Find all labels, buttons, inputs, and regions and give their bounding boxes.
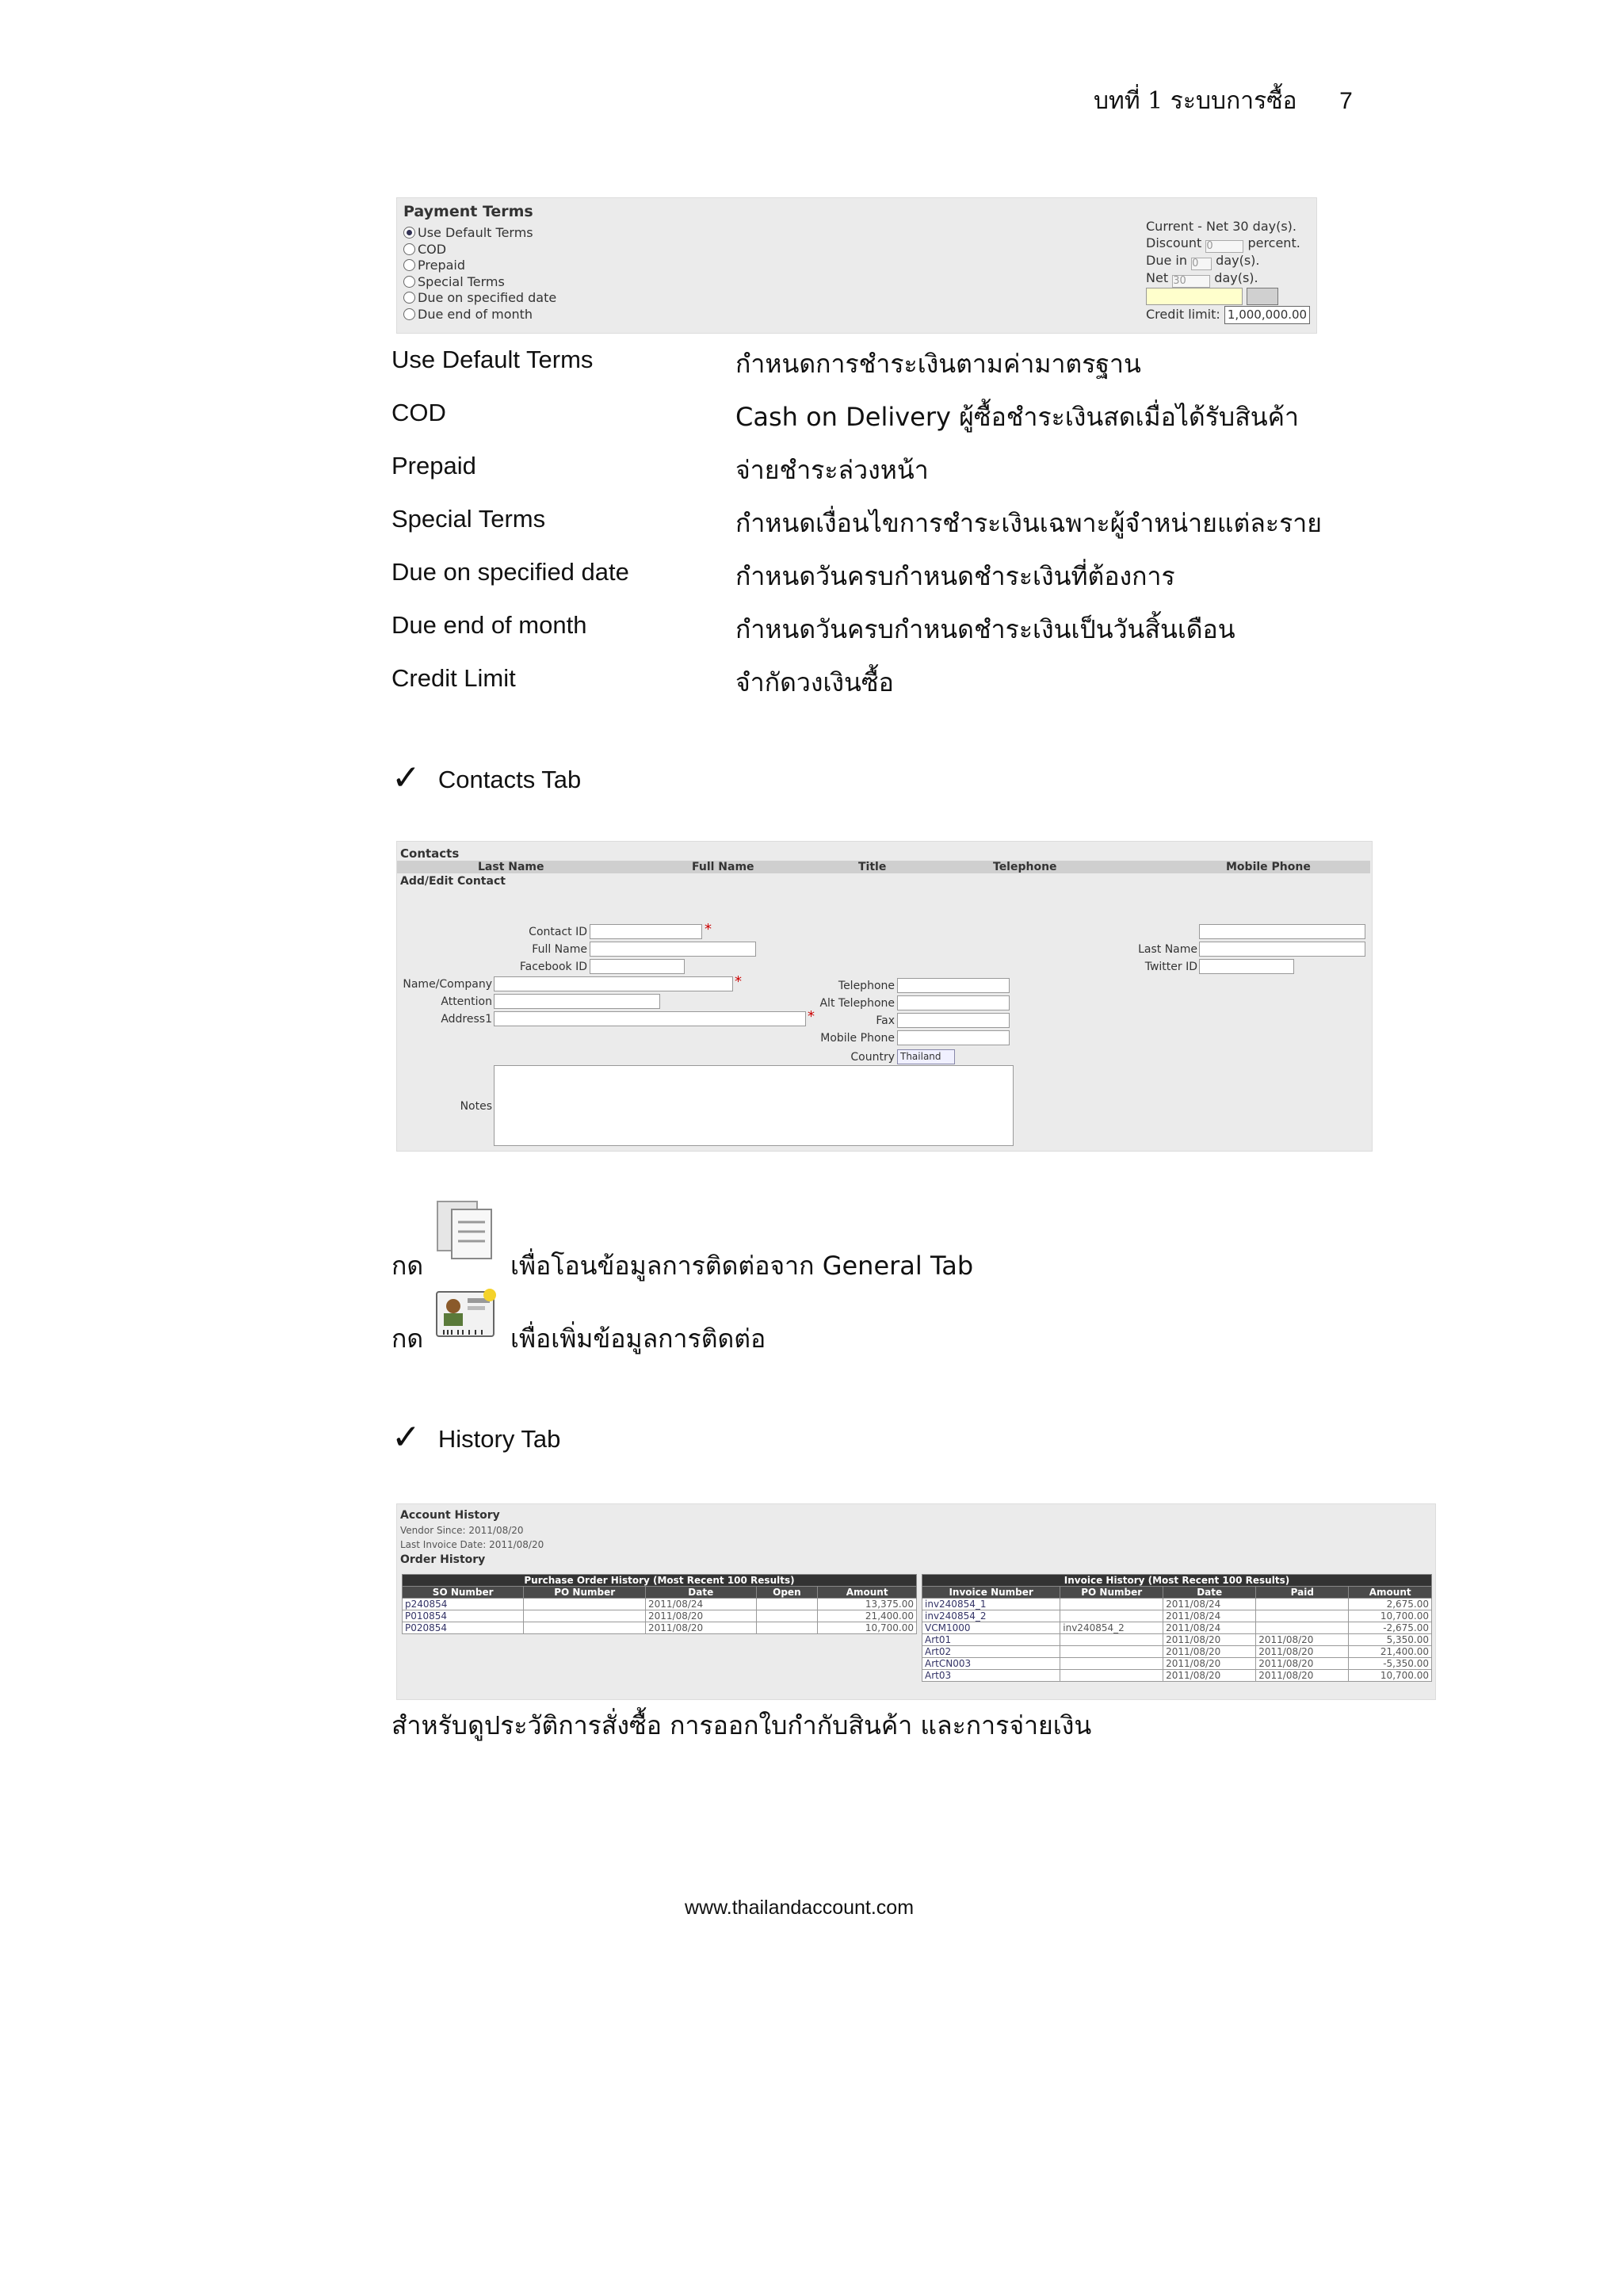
inv-col-header: Date [1163,1587,1256,1599]
contact-id-input[interactable] [590,924,702,939]
label-telephone: Telephone [838,980,895,992]
contacts-screenshot [396,841,1373,1152]
table-cell: 10,700.00 [1349,1610,1432,1622]
po-col-header: Date [646,1587,756,1599]
table-cell [756,1622,818,1634]
press-label: กด [391,1324,424,1354]
po-col-header: SO Number [403,1587,524,1599]
option-cod[interactable]: COD [403,242,556,258]
invoice-link[interactable]: Art02 [922,1646,1060,1658]
required-marker: * [735,973,742,990]
table-cell: 2011/08/20 [1256,1658,1349,1670]
attention-input[interactable] [494,994,660,1009]
table-cell [1060,1646,1163,1658]
term-credit: Credit Limit [391,664,516,692]
order-history-title: Order History [400,1553,486,1566]
po-col-header: Open [756,1587,818,1599]
table-cell: 2011/08/20 [646,1622,756,1634]
date-row [1146,288,1310,307]
add-instruction [391,1319,423,1359]
address1-input[interactable] [494,1011,806,1026]
name-company-input[interactable] [494,976,733,991]
payment-terms-detail [1146,219,1310,324]
table-row [922,1646,1432,1658]
facebook-id-input[interactable] [590,959,685,974]
payment-terms-title: Payment Terms [403,203,533,220]
po-caption: Purchase Order History (Most Recent 100 Results) [403,1575,917,1587]
footer-url: www.thailandaccount.com [685,1897,915,1919]
table-cell: 2011/08/24 [1163,1622,1256,1634]
label-address1: Address1 [441,1013,492,1026]
label-last-name: Last Name [1138,943,1197,956]
mobile-phone-input[interactable] [897,1030,1010,1045]
current-terms: Current - Net 30 day(s). [1146,219,1296,234]
table-row [403,1610,917,1622]
fax-input[interactable] [897,1013,1010,1028]
table-cell [1256,1599,1349,1610]
term-special: Special Terms [391,505,546,533]
option-due-specified-date[interactable]: Due on specified date [403,290,556,307]
table-row [922,1658,1432,1670]
option-due-end-of-month[interactable]: Due end of month [403,307,556,323]
inv-col-header: Paid [1256,1587,1349,1599]
option-default-terms[interactable]: Use Default Terms [403,225,556,242]
copy-description: เพื่อโอนข้อมูลการติดต่อจาก General Tab [510,1251,974,1281]
term-due-date: Due on specified date [391,558,629,586]
table-cell: 10,700.00 [818,1622,917,1634]
invoice-caption: Invoice History (Most Recent 100 Results) [922,1575,1432,1587]
table-row [922,1610,1432,1622]
col-last-name: Last Name [478,861,544,873]
date-input[interactable] [1146,288,1243,305]
term-cod: COD [391,399,446,426]
desc-special: กำหนดเงื่อนไขการชำระเงินเฉพาะผู้จำหน่ายแต่ละราย [735,508,1322,538]
invoice-link[interactable]: inv240854_2 [922,1610,1060,1622]
radio-icon [403,292,415,304]
checkmark-icon: ✓ [391,758,421,797]
net-input[interactable]: 30 [1172,275,1210,288]
table-cell: 2011/08/20 [1163,1658,1256,1670]
table-cell: 21,400.00 [818,1610,917,1622]
table-cell [756,1610,818,1622]
discount-row: Discount 0 percent. [1146,235,1300,252]
table-row [922,1599,1432,1610]
label-fax: Fax [876,1014,895,1027]
po-col-header: Amount [818,1587,917,1599]
radio-icon [403,243,415,255]
col-telephone: Telephone [993,861,1057,873]
press-label: กด [391,1251,424,1281]
label-full-name: Full Name [532,943,587,956]
credit-row: Credit limit: 1,000,000.00 [1146,306,1310,324]
telephone-input[interactable] [897,978,1010,993]
invoice-link[interactable]: VCM1000 [922,1622,1060,1634]
radio-selected-icon [403,227,415,239]
copy-contact-icon[interactable] [434,1197,502,1265]
table-cell: 2011/08/24 [1163,1599,1256,1610]
history-tab-heading: ✓ History Tab [391,1418,561,1457]
radio-icon [403,259,415,271]
col-full-name: Full Name [692,861,754,873]
desc-credit: จำกัดวงเงินซื้อ [735,667,894,697]
table-cell [1256,1622,1349,1634]
invoice-history-table [922,1574,1432,1682]
invoice-link[interactable]: inv240854_1 [922,1599,1060,1610]
term-default: Use Default Terms [391,346,594,373]
po-history-table [402,1574,917,1634]
full-name-input[interactable] [590,942,756,957]
label-name-company: Name/Company [403,978,492,991]
table-cell [1060,1610,1163,1622]
table-cell: 2,675.00 [1349,1599,1432,1610]
label-contact-id: Contact ID [529,926,587,938]
table-row [922,1634,1432,1646]
desc-cod: Cash on Delivery ผู้ซื้อชำระเงินสดเมื่อได้รับสินค้า [735,402,1300,432]
notes-textarea[interactable] [494,1065,1014,1146]
table-cell [1060,1658,1163,1670]
table-cell [524,1610,646,1622]
table-cell: 2011/08/20 [646,1610,756,1622]
last-invoice-date: Last Invoice Date: 2011/08/20 [400,1539,544,1550]
table-cell: 21,400.00 [1349,1646,1432,1658]
history-caption: สำหรับดูประวัติการสั่งซื้อ การออกใบกำกับสินค้า และการจ่ายเงิน [391,1710,1092,1740]
table-cell: 2011/08/20 [1163,1670,1256,1682]
radio-icon [403,308,415,320]
table-row [403,1622,917,1634]
invoice-link[interactable]: Art03 [922,1670,1060,1682]
table-cell: 2011/08/20 [1163,1646,1256,1658]
chapter-title: บทที่ 1 ระบบการซื้อ [1094,87,1297,115]
table-cell: inv240854_2 [1060,1622,1163,1634]
last-name-input[interactable] [1199,942,1365,957]
calendar-icon[interactable] [1247,288,1278,305]
payment-terms-options [403,225,556,323]
net-row: Net 30 day(s). [1146,269,1258,287]
invoice-link[interactable]: Art01 [922,1634,1060,1646]
table-cell [1256,1610,1349,1622]
table-cell [1060,1599,1163,1610]
contact-card-icon[interactable] [434,1287,499,1341]
contacts-title: Contacts [400,846,460,861]
term-end-month: Due end of month [391,611,587,639]
table-cell: 2011/08/20 [1256,1634,1349,1646]
inv-col-header: PO Number [1060,1587,1163,1599]
page-header [1094,82,1353,120]
option-special-terms[interactable]: Special Terms [403,274,556,291]
credit-limit-input[interactable]: 1,000,000.00 [1224,306,1310,324]
table-cell [1060,1634,1163,1646]
table-cell: -2,675.00 [1349,1622,1432,1634]
label-notes: Notes [460,1100,492,1113]
table-cell: 2011/08/24 [646,1599,756,1610]
desc-end-month: กำหนดวันครบกำหนดชำระเงินเป็นวันสิ้นเดือน [735,614,1235,644]
table-cell [524,1622,646,1634]
desc-default: กำหนดการชำระเงินตามค่ามาตรฐาน [735,349,1141,379]
col-mobile-phone: Mobile Phone [1226,861,1311,873]
page-number: 7 [1339,88,1353,114]
desc-due-date: กำหนดวันครบกำหนดชำระเงินที่ต้องการ [735,561,1175,591]
required-marker: * [705,921,712,938]
so-number-link[interactable]: p240854 [403,1599,524,1610]
po-col-header: PO Number [524,1587,646,1599]
add-edit-contact-title: Add/Edit Contact [400,875,506,888]
vendor-since: Vendor Since: 2011/08/20 [400,1525,524,1536]
label-attention: Attention [441,995,492,1008]
radio-icon [403,276,415,288]
twitter-id-input[interactable] [1199,959,1294,974]
due-row: Due in 0 day(s). [1146,252,1260,269]
label-facebook-id: Facebook ID [519,961,587,973]
so-number-link[interactable]: P020854 [403,1622,524,1634]
add-description: เพื่อเพิ่มข้อมูลการติดต่อ [510,1324,766,1354]
title-input[interactable] [1199,924,1365,939]
table-cell: 2011/08/20 [1256,1670,1349,1682]
country-select[interactable]: Thailand [897,1049,955,1064]
table-cell [524,1599,646,1610]
table-cell: 10,700.00 [1349,1670,1432,1682]
copy-instruction [391,1246,423,1286]
inv-col-header: Invoice Number [922,1587,1060,1599]
invoice-link[interactable]: ArtCN003 [922,1658,1060,1670]
account-history-title: Account History [400,1509,500,1522]
due-input[interactable]: 0 [1191,258,1212,270]
inv-col-header: Amount [1349,1587,1432,1599]
option-prepaid[interactable]: Prepaid [403,258,556,274]
table-cell: 13,375.00 [818,1599,917,1610]
contacts-tab-heading: ✓ Contacts Tab [391,758,582,797]
alt-telephone-input[interactable] [897,995,1010,1010]
payment-terms-screenshot [396,197,1317,334]
checkmark-icon: ✓ [391,1418,421,1457]
required-marker: * [808,1008,815,1025]
col-title: Title [858,861,887,873]
history-screenshot [396,1503,1436,1700]
table-row [922,1670,1432,1682]
table-cell: -5,350.00 [1349,1658,1432,1670]
label-alt-telephone: Alt Telephone [819,997,895,1010]
label-mobile-phone: Mobile Phone [820,1032,895,1045]
desc-prepaid: จ่ายชำระล่วงหน้า [735,455,929,485]
table-cell: 5,350.00 [1349,1634,1432,1646]
table-cell [1060,1670,1163,1682]
table-row [922,1622,1432,1634]
table-cell: 2011/08/20 [1256,1646,1349,1658]
so-number-link[interactable]: P010854 [403,1610,524,1622]
table-cell: 2011/08/20 [1163,1634,1256,1646]
table-cell: 2011/08/24 [1163,1610,1256,1622]
term-prepaid: Prepaid [391,452,476,479]
table-row [403,1599,917,1610]
discount-input[interactable]: 0 [1205,240,1243,253]
label-twitter-id: Twitter ID [1144,961,1197,973]
table-cell [756,1599,818,1610]
label-country: Country [850,1051,895,1064]
